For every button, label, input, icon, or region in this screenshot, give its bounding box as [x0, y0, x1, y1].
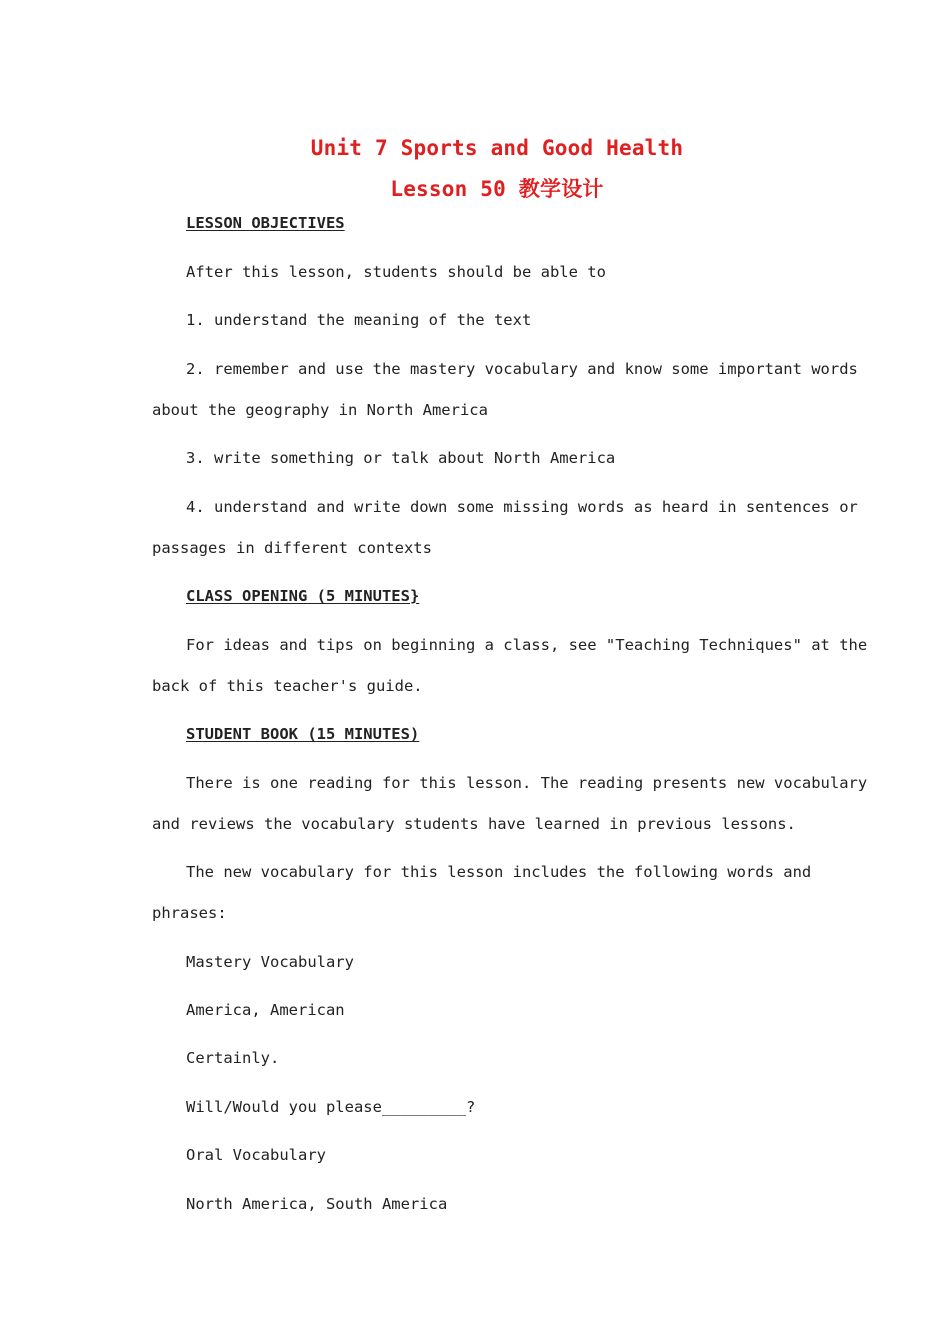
vocabulary-item: Will/Would you please_________? — [186, 1098, 476, 1116]
paragraph-line: and reviews the vocabulary students have learned in previous lessons. — [152, 815, 796, 833]
objective-item: 2. remember and use the mastery vocabulary and know some important words — [186, 360, 858, 378]
section-heading-class-opening: CLASS OPENING (5 MINUTES} — [186, 587, 420, 605]
document-title: Unit 7 Sports and Good Health — [310, 136, 684, 160]
paragraph-line: The new vocabulary for this lesson includes the following words and — [186, 863, 812, 881]
paragraph-line: back of this teacher's guide. — [152, 677, 423, 695]
section-heading-student-book: STUDENT BOOK (15 MINUTES) — [186, 725, 420, 743]
objective-item: 4. understand and write down some missing words as heard in sentences or — [186, 498, 858, 516]
vocabulary-item: America, American — [186, 1001, 345, 1019]
vocabulary-item: Certainly. — [186, 1049, 280, 1067]
paragraph-line: passages in different contexts — [152, 539, 432, 557]
lesson-title: Lesson 50 教学设计 — [390, 177, 604, 201]
paragraph-line: phrases: — [152, 904, 227, 922]
paragraph-line: For ideas and tips on beginning a class, see "Teaching Techniques" at the — [186, 636, 868, 654]
vocabulary-item: North America, South America — [186, 1195, 448, 1213]
paragraph-line: There is one reading for this lesson. The reading presents new vocabulary — [186, 774, 868, 792]
vocabulary-heading: Mastery Vocabulary — [186, 953, 354, 971]
paragraph-line: about the geography in North America — [152, 401, 488, 419]
vocabulary-heading: Oral Vocabulary — [186, 1146, 326, 1164]
section-heading-objectives: LESSON OBJECTIVES — [186, 214, 345, 232]
paragraph-line: After this lesson, students should be able to — [186, 263, 606, 281]
objective-item: 3. write something or talk about North America — [186, 449, 616, 467]
objective-item: 1. understand the meaning of the text — [186, 311, 532, 329]
